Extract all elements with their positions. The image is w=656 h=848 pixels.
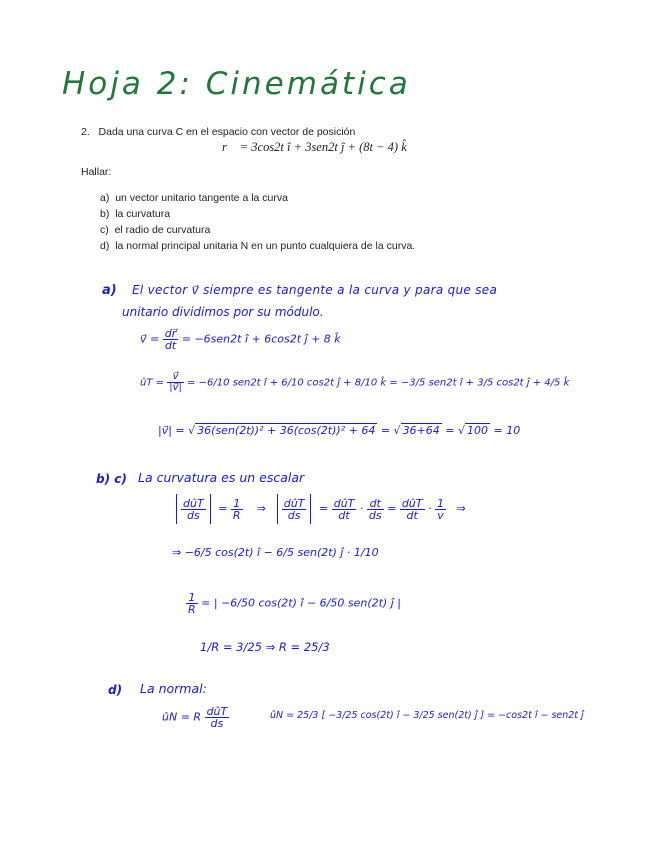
part-bc-text: La curvatura es un escalar: [138, 470, 305, 485]
part-a-line1: El vector v⃗ siempre es tangente a la curva y para que sea: [132, 283, 498, 297]
page-title: Hoja 2: Cinemática: [62, 66, 411, 102]
part-a-line2: unitario dividimos por su módulo.: [122, 305, 324, 319]
fraction: $\frac{dt}{ds}$: [368, 496, 382, 522]
position-vector-formula: r⃗ = 3cos2t î + 3sen2t ĵ + (8t − 4) k̂: [222, 140, 407, 154]
fraction: dûT dt: [333, 496, 355, 522]
velocity-equation: v⃗ = $\frac{dr⃗}{dt}$ = −6sen2t î + 6cos2t ĵ + 8 k̂: [140, 327, 341, 352]
curvature-line2: ⇒ −6/5 cos(2t) î − 6/5 sen(2t) ĵ · 1/10: [172, 546, 379, 559]
hallar-label: Hallar:: [81, 166, 112, 178]
list-item: b) la curvatura: [100, 208, 171, 220]
problem-text: Dada una curva C en el espacio con vector de posición: [98, 126, 356, 138]
part-d-label: d): [108, 683, 123, 697]
part-bc-label: b) c): [96, 472, 127, 486]
fraction: $\frac{v⃗}{|v⃗|}$: [169, 371, 182, 393]
velocity-modulus-equation: |v⃗| = √ 36(sen(2t))² + 36(cos(2t))² + 64 = √ 36+64 = √ 100 = 10: [158, 424, 521, 437]
normal-result: ûN = 25/3 [ −3/25 cos(2t) î − 3/25 sen(2t) ĵ ] = −cos2t î − sen2t ĵ: [270, 710, 584, 721]
list-item: c) el radio de curvatura: [100, 224, 211, 236]
problem-number: 2.: [81, 126, 90, 138]
part-a-label: a): [102, 283, 117, 298]
list-item: a) un vector unitario tangente a la curva: [100, 192, 288, 204]
radius-result: 1/R = 3/25 ⇒ R = 25/3: [200, 640, 330, 654]
unit-tangent-equation: ûT = $\frac{v⃗}{|v⃗|}$ = −6/10 sen2t î + 6/10 cos2t ĵ + 8/10 k̂ = −3/5 sen2t î + 3/5 cos2t ĵ + 4/5 k̂: [140, 371, 570, 393]
fraction: dûT ds: [206, 705, 228, 730]
list-item: d) la normal principal unitaria N en un punto cualquiera de la curva.: [100, 240, 416, 252]
part-d-text: La normal:: [140, 681, 207, 696]
fraction: $\frac{1}{R}$: [188, 591, 196, 616]
fraction: dûT ds: [283, 496, 305, 522]
normal-definition: ûN = R dûT ds: [162, 705, 228, 730]
curvature-relation: dûT ds = $\frac{1}{R}$ ⇒ dûT ds = dûT dt · $\frac{dt}{ds}$ = dûT dt · $\frac{1}{v}$ ⇒: [172, 494, 466, 524]
fraction: $\frac{dr⃗}{dt}$: [164, 327, 177, 352]
curvature-line3: $\frac{1}{R}$ = | −6/50 cos(2t) î − 6/50 sen(2t) ĵ |: [188, 591, 401, 616]
fraction: dûT dt: [401, 496, 423, 522]
problem-statement: [81, 126, 355, 138]
fraction: dûT ds: [183, 496, 204, 522]
fraction: $\frac{1}{R}$: [232, 496, 241, 522]
fraction: $\frac{1}{v}$: [437, 496, 444, 522]
